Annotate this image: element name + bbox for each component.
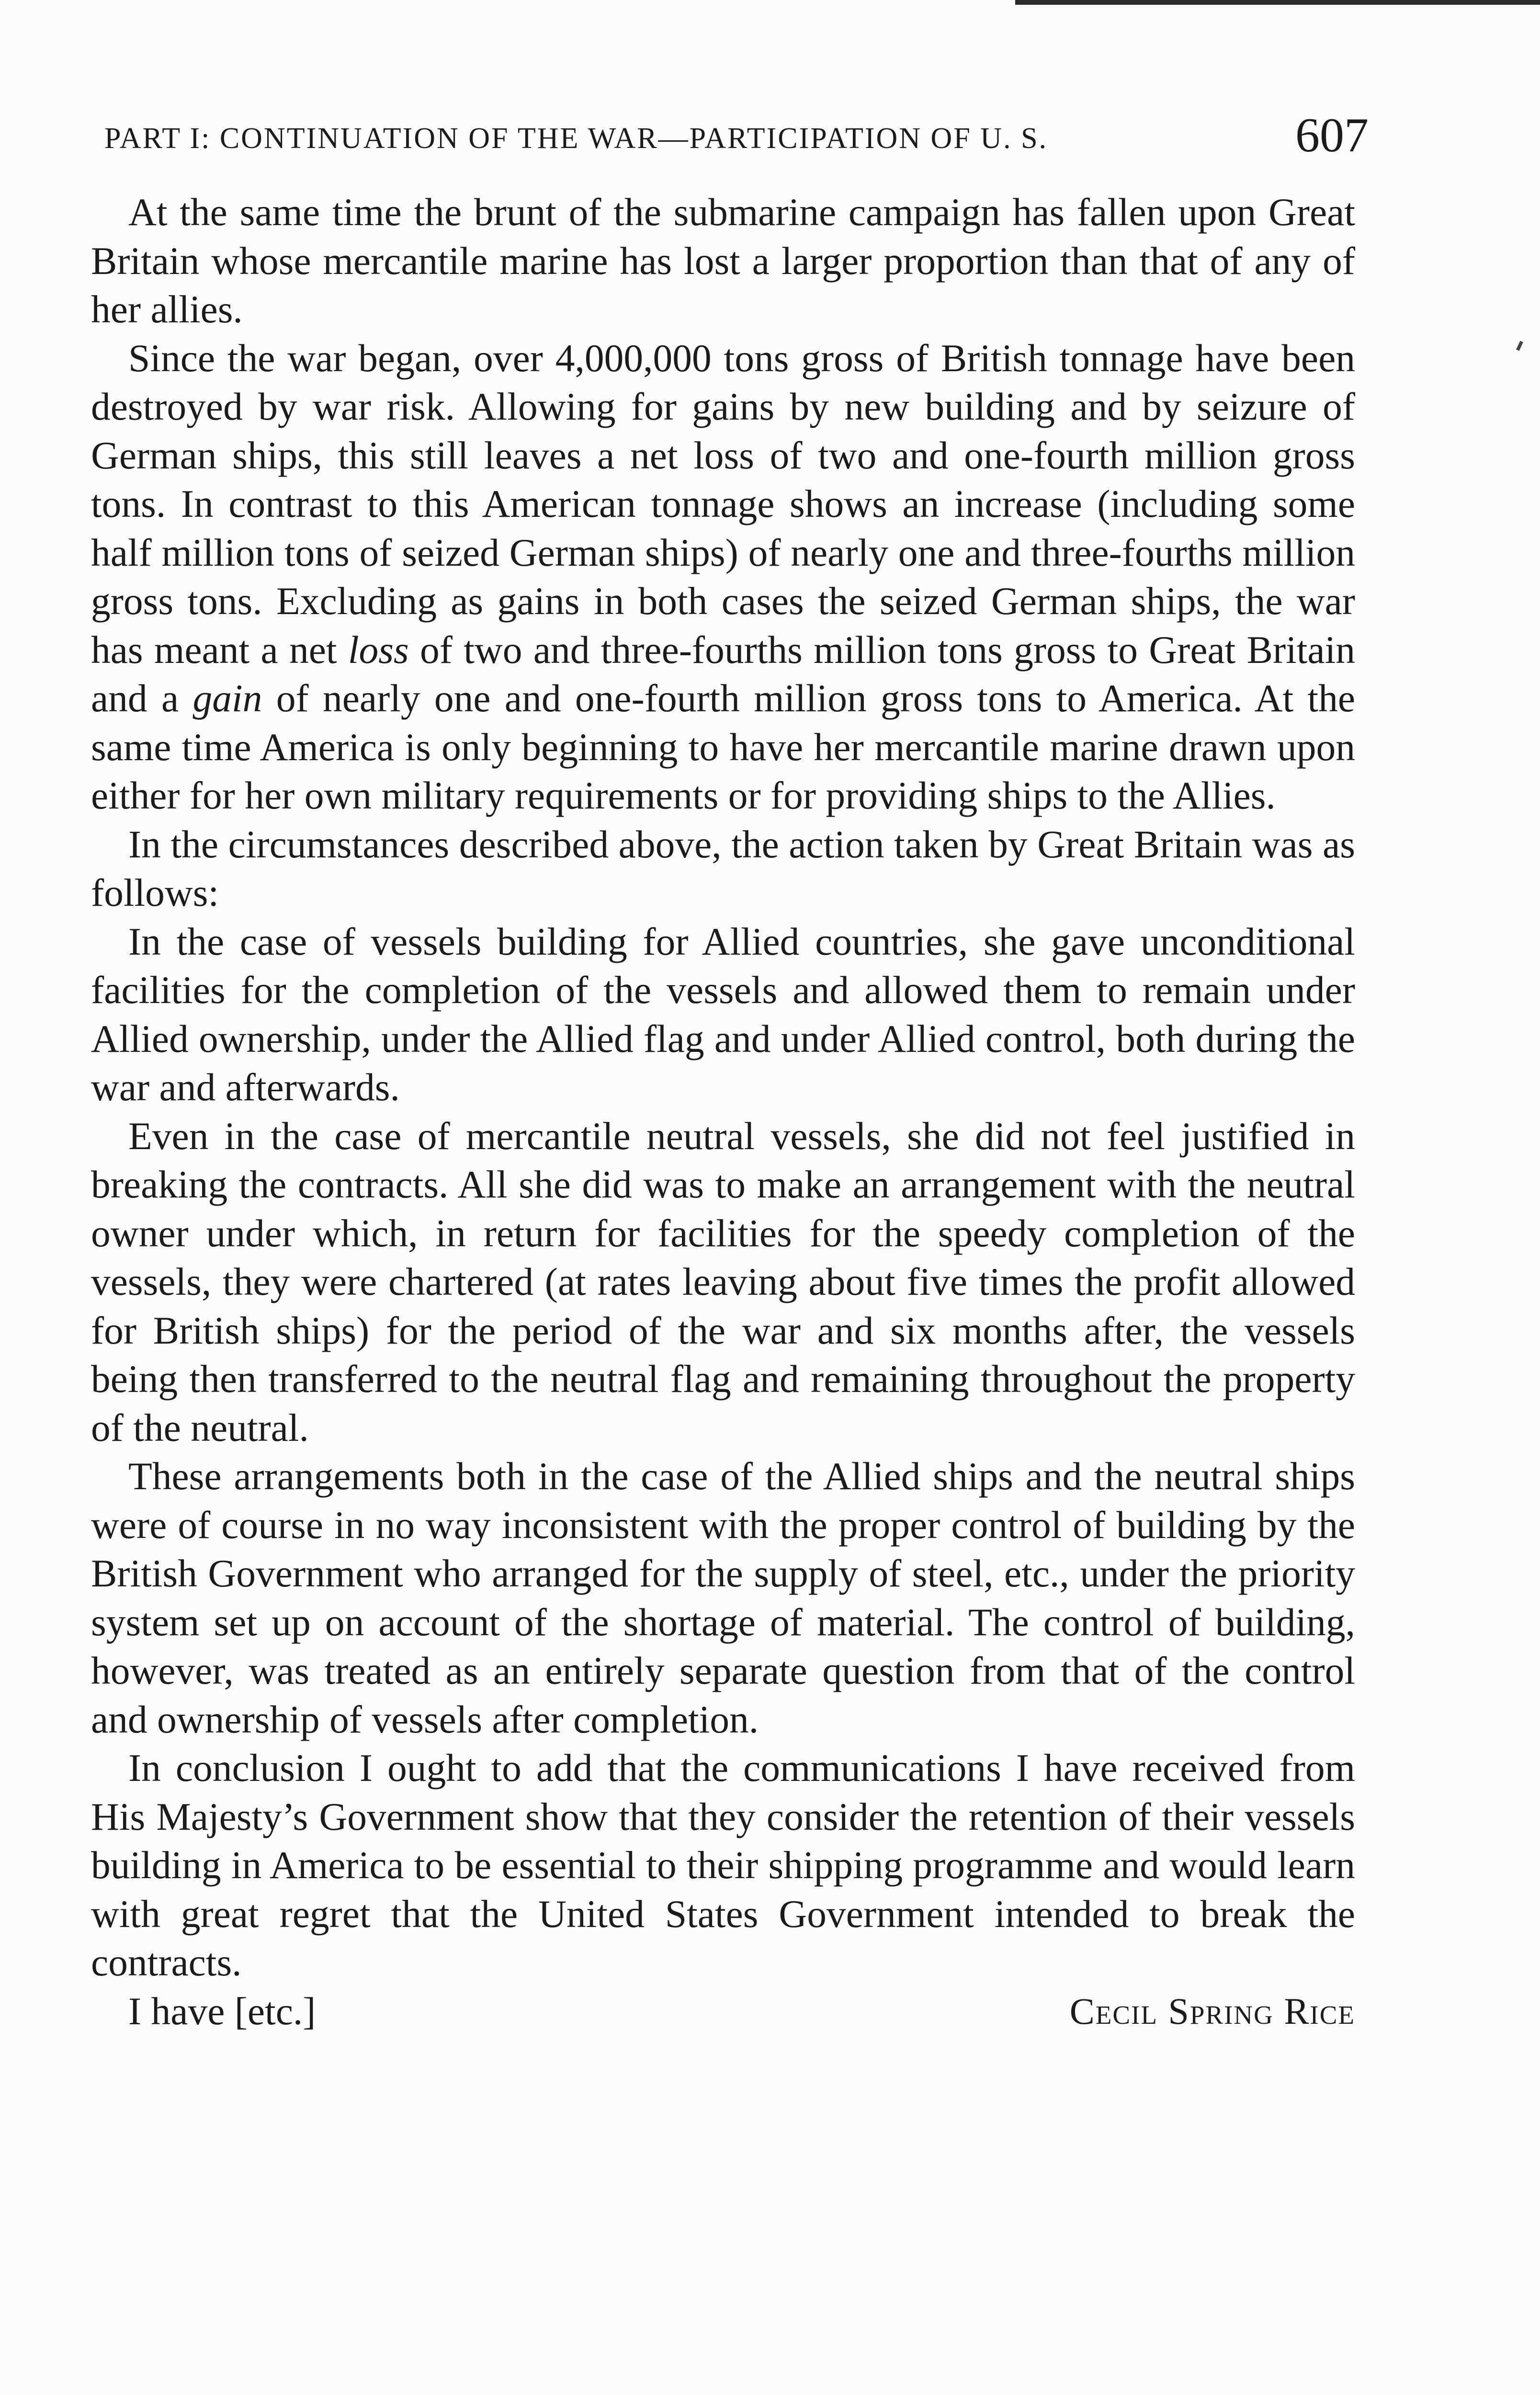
paragraph: In conclusion I ought to add that the communications I have received from His Majesty’s Government show that they consider the retention of their vessels building in America to be essential to their shipping programme and would learn with great regret that the United States Government intended to break the contracts.	[91, 1746, 1355, 1984]
letter-body	[91, 188, 1355, 2035]
paragraph: In the case of vessels building for Allied countries, she gave unconditional facilities for the completion of the vessels and allowed them to remain under Allied ownership, under the Allied flag and under Allied control, both during the war and afterwards.	[91, 919, 1355, 1109]
paragraph: Even in the case of mercantile neutral vessels, she did not feel justified in breaking the contracts. All she did was to make an arrangement with the neutral owner under which, in return for facilities for the speedy completion of the vessels, they were chartered (at rates leaving about five times the profit allowed for British ships) for the period of the war and six months after, the vessels being then transferred to the neutral flag and remaining throughout the property of the neutral.	[91, 1114, 1355, 1449]
top-edge-rule	[1015, 0, 1540, 5]
paragraph: Since the war began, over 4,000,000 tons gross of British tonnage have been destroyed by war risk. Allowing for gains by new building and by seizure of German ships, this still leaves a net loss of two and one-fourth million gross tons. In contrast to this American tonnage shows an increase (including some half million tons of seized German ships) of nearly one and three-fourths million gross tons. Excluding as gains in both cases the seized German ships, the war has meant a net loss of two and three-fourths million tons gross to Great Britain and a gain of nearly one and one-fourth million gross tons to America. At the same time America is only beginning to have her mercantile marine drawn upon either for her own military requirements or for providing ships to the Allies.	[91, 336, 1356, 817]
signature: Cecil Spring Rice	[1069, 1990, 1355, 2032]
paragraph: These arrangements both in the case of the Allied ships and the neutral ships were of course in no way inconsistent with the proper control of building by the British Government who arranged for the supply of steel, etc., under the priority system set up on account of the shortage of material. The control of building, however, was treated as an entirely separate question from that of the control and ownership of vessels after completion.	[91, 1454, 1355, 1741]
paragraph: In the circumstances described above, the action taken by Great Britain was as follows:	[91, 822, 1355, 914]
italic-word-loss: loss	[348, 627, 409, 672]
paragraph: At the same time the brunt of the submarine campaign has fallen upon Great Britain whose mercantile marine has lost a larger proportion than that of any of her allies.	[91, 190, 1355, 331]
closing-line	[91, 1987, 1355, 2036]
running-head	[104, 108, 1369, 173]
page-number: 607	[1295, 108, 1369, 162]
running-head-title: PART I: CONTINUATION OF THE WAR—PARTICIPATION OF U. S.	[104, 122, 1048, 155]
italic-word-gain: gain	[192, 676, 262, 720]
margin-mark	[1516, 341, 1523, 351]
salutation: I have [etc.]	[128, 1989, 316, 2033]
